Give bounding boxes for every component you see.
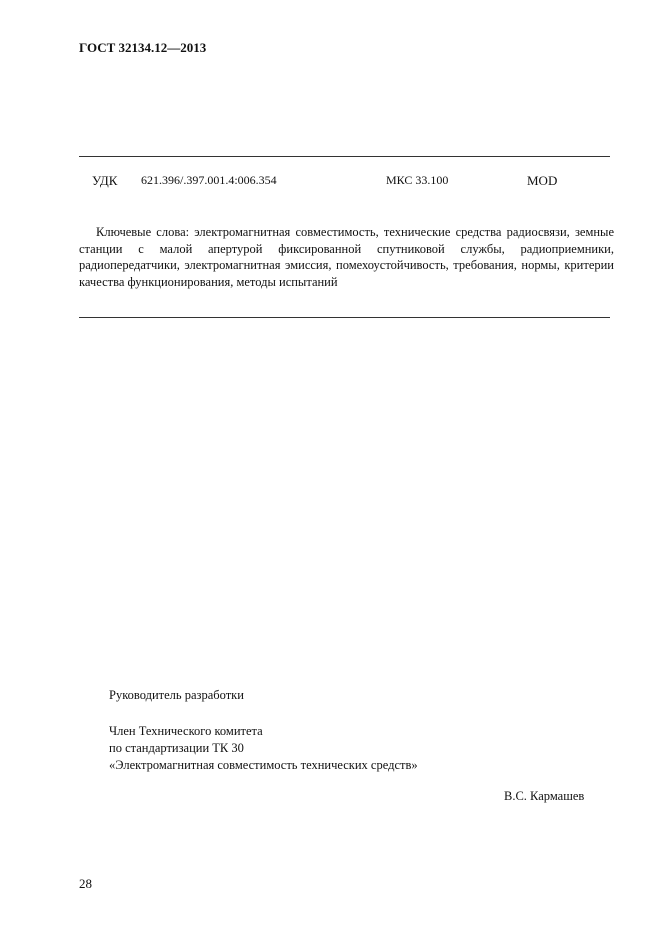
mks-code: МКС 33.100 — [386, 173, 449, 187]
mod-marker: MOD — [527, 173, 558, 188]
committee-member-line: Член Технического комитета — [109, 724, 263, 738]
top-divider — [79, 156, 610, 157]
udk-value: 621.396/.397.001.4:006.354 — [141, 173, 277, 187]
committee-member-line: «Электромагнитная совместимость технических средств» — [109, 758, 418, 772]
author-name: В.С. Кармашев — [504, 789, 585, 803]
page-number: 28 — [79, 876, 92, 891]
udk-label: УДК — [92, 173, 118, 188]
document-header: ГОСТ 32134.12—2013 — [79, 40, 207, 55]
keywords-paragraph: Ключевые слова: электромагнитная совместимость, технические средства радиосвязи, земные станции с малой апертурой фиксированной спутниковой службы, радиоприемники, радиопередатчики, электромагнитная эмиссия, помехоустойчивость, требования, нормы, критерии качества функционирования, методы испытаний — [79, 225, 614, 289]
development-lead-label: Руководитель разработки — [109, 688, 244, 702]
bottom-divider — [79, 317, 610, 318]
committee-member-block — [109, 723, 418, 774]
committee-member-line: по стандартизации ТК 30 — [109, 741, 244, 755]
